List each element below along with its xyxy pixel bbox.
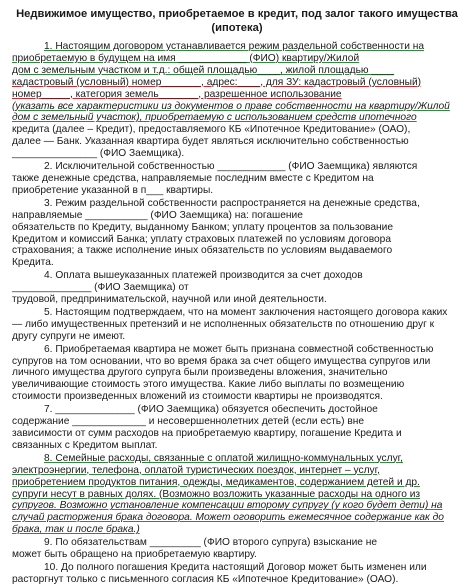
- p4-line: ______________ (ФИО Заемщика) от: [12, 282, 189, 294]
- paragraph-7: [12, 404, 462, 452]
- p3-line: Кредитом и комиссий Банка; уплату страховых платежей по условиям договора: [12, 233, 391, 245]
- p3-line: 3. Режим раздельной собственности распространяется на денежные средства,: [44, 197, 420, 209]
- p2-line: приобретение указанной в п___ квартиры.: [12, 184, 214, 196]
- p6-line: 6. Приобретаемая квартира не может быть признана совместной собственностью: [44, 343, 434, 355]
- p7-line: зависимости от сумм расходов на приобретаемую квартиру, погашение Кредита и: [12, 428, 402, 439]
- p7-line: содержание _____________ и несовершеннолетних детей (если есть) вне: [12, 416, 365, 428]
- p1-line: дом с земельным участком и т.д.: общей площадью____, жилой площадью ____: [12, 64, 395, 76]
- p1-line: номер_____, категория земель_______, разрешенное использование: [12, 88, 342, 100]
- p1-line: приобретаемую в будущем на имя ____________ (ФИО) квартиру/Жилой: [12, 52, 360, 64]
- paragraph-3: [12, 198, 462, 269]
- p6-line: личного имущества другого супруга были произведены вложения, значительно: [12, 367, 388, 379]
- p5-line: другу супруги не имеют.: [12, 330, 126, 342]
- p1-line: (указать все характеристики из документов о праве собственности на квартиру/Жилой: [12, 100, 450, 112]
- paragraph-5: [12, 307, 462, 343]
- p3-line: Кредита.: [12, 257, 54, 269]
- paragraph-6: [12, 344, 462, 404]
- p1-line: далее — Банк. Указанная квартира будет являться исключительно собственностью: [12, 136, 409, 148]
- title-line-1: Недвижимое имущество, приобретаемое в кредит, под залог такого имущества: [16, 8, 458, 20]
- p9-line: 9. По обязательствам _________ (ФИО второго супруга) взыскание не: [44, 537, 378, 549]
- p6-line: стоимости произведенных вложений из стоимости квартиры не производятся.: [12, 391, 383, 403]
- p7-line: связанных с Кредитом выплат.: [12, 439, 158, 451]
- paragraph-2: [12, 161, 462, 197]
- paragraph-9: [12, 537, 462, 561]
- p8-line: 8. Семейные расходы, связанные с оплатой жилищно-коммунальных услуг,: [44, 452, 403, 464]
- p10-line: 10. До полного погашения Кредита настоящий Договор может быть изменен или: [44, 561, 427, 573]
- p5-line: 5. Настоящим подтверждаем, что на момент заключения настоящего договора каких: [44, 306, 448, 318]
- p8-line: супругов. Возможно установление компенсации второму супругу (у кого будет дети) на: [12, 500, 443, 512]
- p6-line: увеличивающие стоимость этого имущества. Какие либо выплаты по возмещению: [12, 379, 405, 391]
- document-title: [12, 8, 462, 35]
- p3-line: обязательств по Кредиту, выданному Банком; уплату процентов за пользование: [12, 221, 393, 233]
- p8-line: электроэнергии, телефона, оплатой туристических поездок, интернет – услуг,: [12, 464, 380, 476]
- p4-line: трудовой, предпринимательской, научной или иной деятельности.: [12, 294, 327, 306]
- p10-line: расторгнут только с письменного согласия КБ «Ипотечное Кредитование» (ОАО).: [12, 573, 399, 585]
- p7-line: 7. ______________ (ФИО Заемщика) обязуется обеспечить достойное: [44, 404, 378, 416]
- paragraph-4: [12, 270, 462, 306]
- p8-line: приобретением продуктов питания, одежды, медикаментов, содержанием детей и др.: [12, 476, 420, 488]
- p2-line: 2. Исключительной собственностью ____________ (ФИО Заемщика) являются: [44, 161, 418, 173]
- p1-line: 1. Настоящим договором устанавливается режим раздельной собственности на: [44, 41, 425, 52]
- p5-line: — либо имущественных претензий и не исполненных обязательств по отношению друг к: [12, 318, 435, 330]
- paragraph-10: [12, 562, 462, 586]
- p3-line: направляемые ___________ (ФИО Заемщика) на: погашение: [12, 209, 303, 221]
- paragraph-8: [12, 453, 462, 536]
- p9-line: может быть обращено на приобретаемую квартиру.: [12, 549, 257, 561]
- p1-line: кадастровый (условный) номер_______, адрес:____, для ЗУ: кадастровый (условный): [12, 76, 422, 88]
- p2-line: также денежные средства, направляемые последним вместе с Кредитом на: [12, 172, 374, 184]
- p8-line: случай расторжения брака договора. Может оговорить ежемесячное содержание как до: [12, 512, 444, 524]
- p6-line: супругов на том основании, что во время брака за счет общего имущества супругов или: [12, 355, 431, 367]
- p1-line: кредита (далее – Кредит), предоставляемого КБ «Ипотечное Кредитование» (ОАО),: [12, 124, 411, 136]
- p4-line: 4. Оплата вышеуказанных платежей производится за счет доходов: [44, 270, 363, 282]
- title-line-2: (ипотека): [211, 21, 263, 34]
- p1-line: _______________ (ФИО Заемщика).: [12, 148, 185, 160]
- p8-line: брака, так и после брака.): [12, 524, 140, 536]
- paragraph-1: [12, 41, 462, 160]
- p3-line: страхования; а также исполнение иных обязательств по условиям выдаваемого: [12, 245, 393, 257]
- p1-line: дом с земельный участок), приобретаемую с использованием средств ипотечного: [12, 112, 417, 124]
- p8-line: супруги несут в равных долях. (Возможно возложить указанные расходы на одного из: [12, 488, 421, 500]
